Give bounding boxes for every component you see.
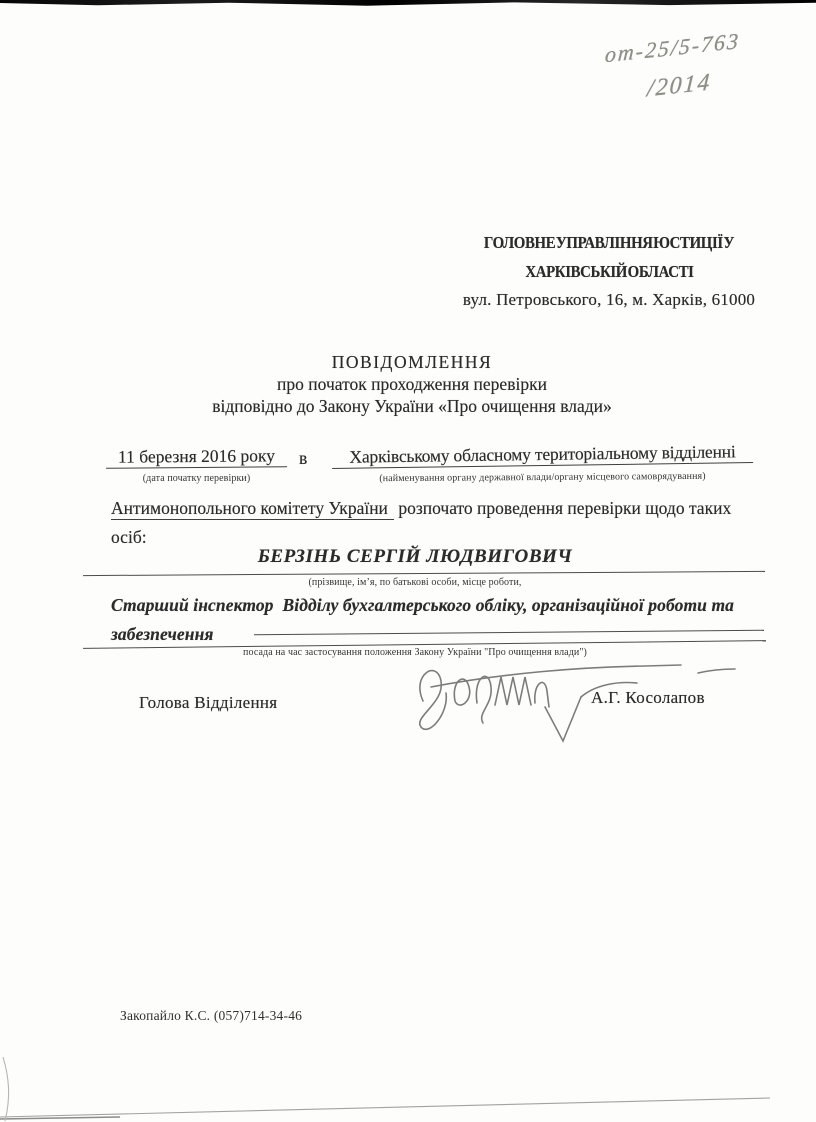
person-name-rule (83, 571, 765, 576)
position-caption: посада на час застосування положення Закону України "Про очищення влади") (243, 647, 587, 658)
document-title: ПОВІДОМЛЕННЯ (331, 352, 493, 372)
authority-name-caption: (найменування органу державної влади/органу місцевого самоврядування) (379, 470, 706, 485)
body-text-line1: розпочато проведення перевірки щодо таких (398, 498, 732, 518)
scan-bottom-edge-line (0, 1090, 816, 1122)
handwritten-annotation-line2: /2014 (646, 69, 713, 103)
scan-top-edge-artifact (0, 0, 816, 6)
body-paragraph (111, 494, 766, 551)
authority-name-value: Харківському обласному територіальному відділенні (332, 441, 753, 469)
letterhead-org-line1: ГОЛОВНЕ УПРАВЛІННЯ ЮСТИЦІЇ У (483, 233, 735, 252)
scan-left-edge-mark (0, 1055, 16, 1122)
letterhead (452, 229, 766, 314)
person-name-caption: (прізвище, ім’я, по батькові особи, місце роботи, (308, 577, 522, 588)
person-name: БЕРЗІНЬ СЕРГІЙ ЛЮДВИГОВИЧ (257, 546, 573, 567)
document-subtitle-line1: про початок проходження перевірки (277, 374, 547, 394)
document-title-block (8, 351, 816, 417)
letterhead-org-line2: ХАРКІВСЬКІЙ ОБЛАСТІ (524, 261, 694, 281)
footer-contact: Закопайло К.С. (057)714-34-46 (120, 1008, 303, 1023)
handwritten-annotation-line1: от-25/5-763 (604, 27, 741, 68)
body-text-line2: осіб: (111, 526, 147, 547)
inspection-date-caption: (дата початку перевірки) (142, 473, 251, 484)
document-subtitle-line2: відповідно до Закону України «Про очищення влади» (212, 396, 612, 416)
inspection-date-value: 11 березня 2016 року (106, 445, 287, 469)
letterhead-address: вул. Петровського, 16, м. Харків, 61000 (462, 290, 756, 309)
committee-name-underlined: Антимонопольного комітету України (111, 498, 394, 520)
position-line2: забезпечення (111, 624, 214, 644)
preposition: в (299, 448, 308, 468)
signer-name: А.Г. Косолапов (591, 688, 705, 707)
position-line1: Старший інспектор Відділу бухгалтерського обліку, організаційної роботи та (111, 595, 735, 615)
signer-role: Голова Відділення (139, 693, 278, 712)
